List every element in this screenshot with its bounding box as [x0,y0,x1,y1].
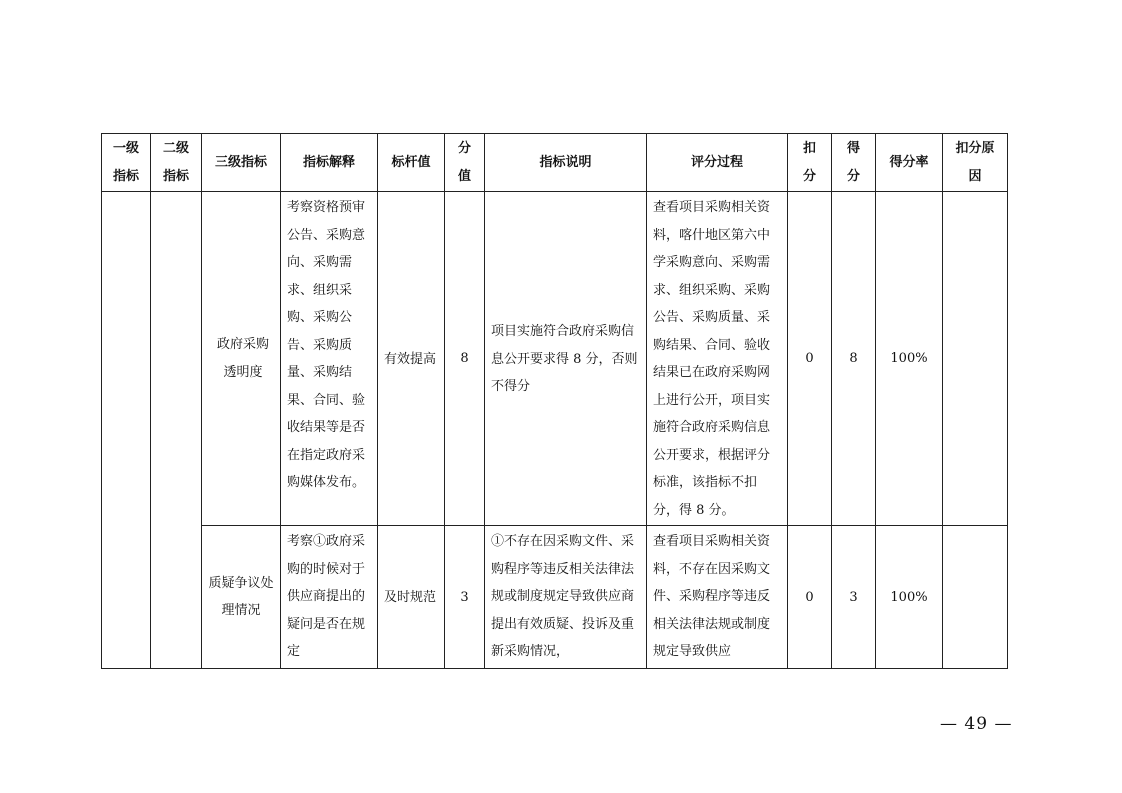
header-deduction: 扣分 [788,134,832,192]
cell-score: 3 [832,526,876,669]
cell-level3: 政府采购透明度 [202,192,281,526]
cell-rate: 100% [876,526,943,669]
cell-level3: 质疑争议处理情况 [202,526,281,669]
table-row [102,526,1008,669]
cell-description: ①不存在因采购文件、采购程序等违反相关法律法规或制度规定导致供应商提出有效质疑、投诉及重新采购情况， [485,526,647,669]
header-score: 得分 [832,134,876,192]
header-rate: 得分率 [876,134,943,192]
header-explanation: 指标解释 [281,134,378,192]
cell-benchmark: 有效提高 [378,192,445,526]
cell-reason [943,526,1008,669]
cell-score-value: 8 [445,192,485,526]
header-score-value: 分值 [445,134,485,192]
cell-score: 8 [832,192,876,526]
cell-rate: 100% [876,192,943,526]
cell-process: 查看项目采购相关资料，不存在因采购文件、采购程序等违反相关法律法规或制度规定导致供应 [647,526,788,669]
cell-benchmark: 及时规范 [378,526,445,669]
header-level3: 三级指标 [202,134,281,192]
header-benchmark: 标杆值 [378,134,445,192]
cell-level1 [102,192,151,669]
cell-reason [943,192,1008,526]
table-row [102,192,1008,526]
cell-explanation: 考察①政府采购的时候对于供应商提出的疑问是否在规定 [281,526,378,669]
page-number: — 49 — [940,714,1013,734]
header-reason: 扣分原因 [943,134,1008,192]
cell-deduction: 0 [788,192,832,526]
cell-score-value: 3 [445,526,485,669]
cell-explanation: 考察资格预审公告、采购意向、采购需求、组织采购、采购公告、采购质量、采购结果、合同、验收结果等是否在指定政府采购媒体发布。 [281,192,378,526]
cell-description: 项目实施符合政府采购信息公开要求得 8 分，否则不得分 [485,192,647,526]
table-header-row [102,134,1008,192]
header-level1: 一级指标 [102,134,151,192]
header-level2: 二级指标 [151,134,202,192]
header-process: 评分过程 [647,134,788,192]
cell-deduction: 0 [788,526,832,669]
cell-level2 [151,192,202,669]
header-description: 指标说明 [485,134,647,192]
cell-process: 查看项目采购相关资料，喀什地区第六中学采购意向、采购需求、组织采购、采购公告、采购质量、采购结果、合同、验收结果已在政府采购网上进行公开，项目实施符合政府采购信息公开要求，根据评分标准，该指标不扣分，得 8 分。 [647,192,788,526]
evaluation-table [101,133,1008,669]
